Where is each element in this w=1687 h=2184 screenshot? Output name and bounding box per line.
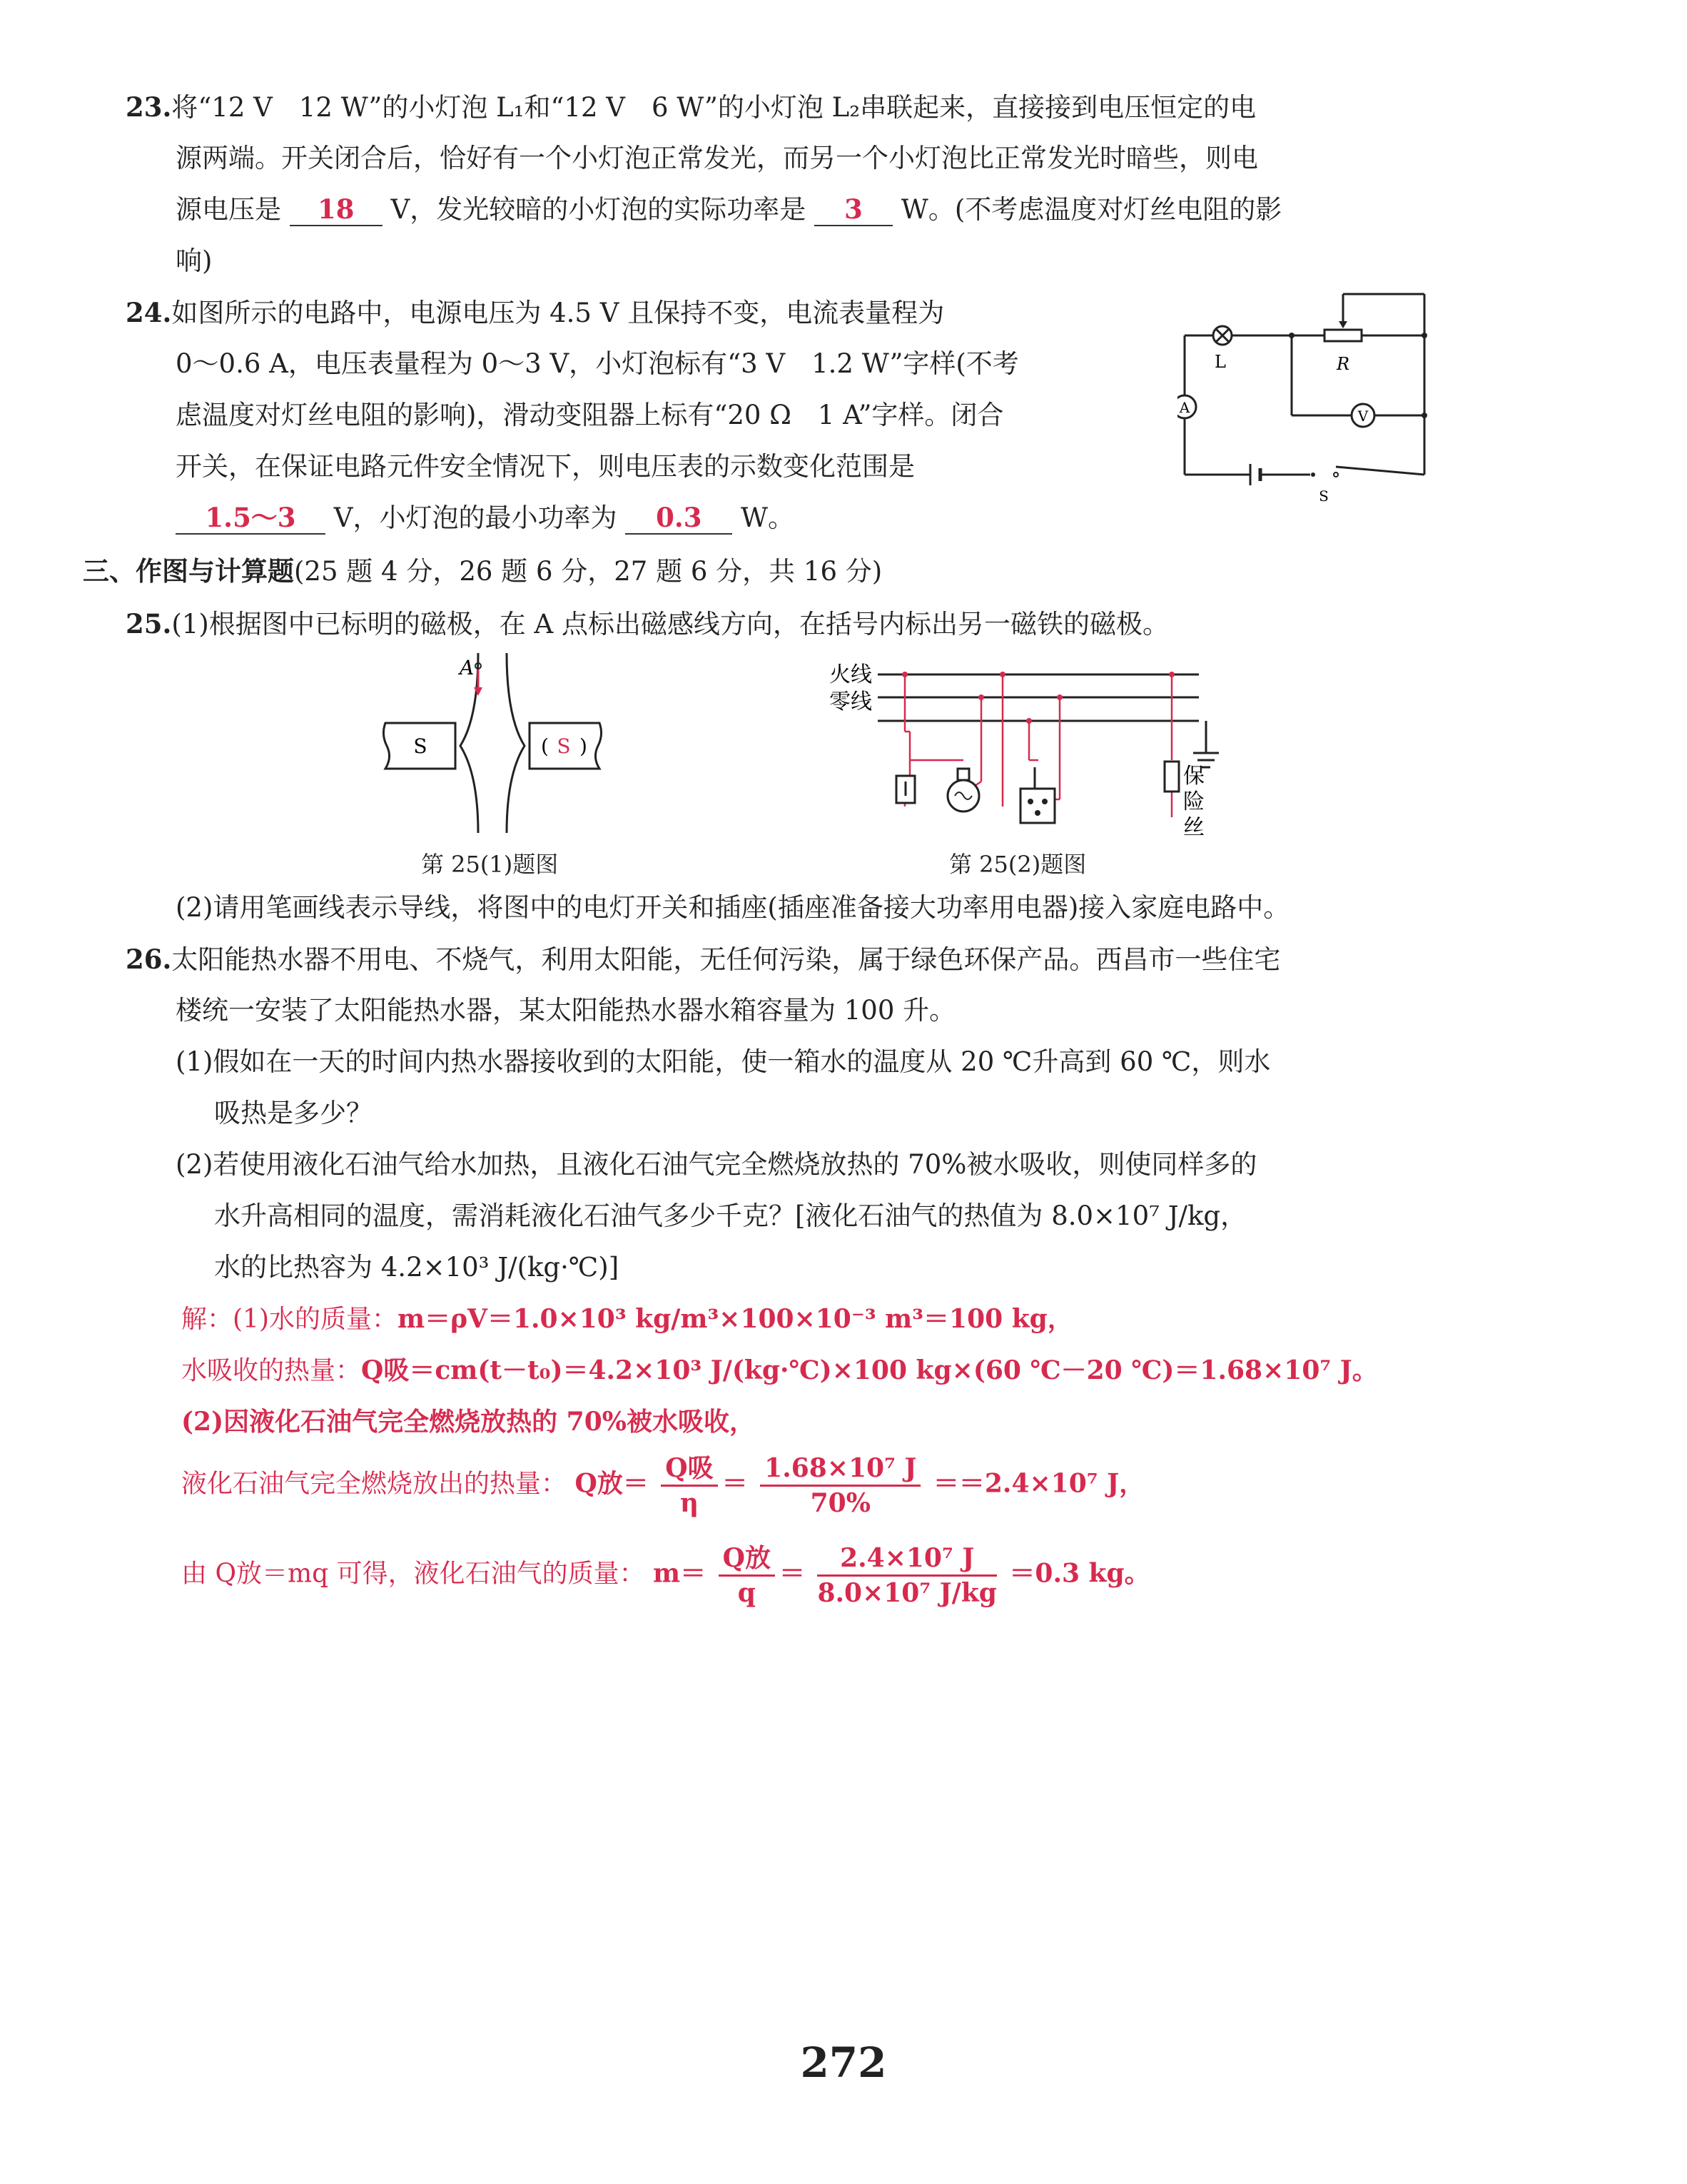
q24-line1: 24.如图所示的电路中，电源电压为 4.5 V 且保持不变，电流表量程为 [126,297,945,328]
q25-part1: 25.(1)根据图中已标明的磁极，在 A 点标出磁感线方向，在括号内标出另一磁铁的磁极。 [126,608,1170,639]
q26-number: 26. [126,944,172,975]
left-magnet-pole: S [413,734,427,758]
q26-line1: 26.太阳能热水器不用电、不烧气，利用太阳能，无任何污染，属于绿色环保产品。西昌市一些住宅 [126,944,1281,975]
q23-line3: 源电压是 18 V，发光较暗的小灯泡的实际功率是 3 W。(不考虑温度对灯丝电阻的影 [176,193,1282,225]
q26-p2-line3: 水的比热容为 4.2×10³ J/(kg·℃)] [214,1252,619,1283]
circuit-ammeter-label: A [1179,399,1190,416]
fuse-label-1: 保 [1183,764,1205,789]
q23-line1: 23.将“12 V 12 W”的小灯泡 L₁和“12 V 6 W”的小灯泡 L₂串联起来，直接接到电压恒定的电 [126,91,1257,123]
q24-line4: 开关，在保证电路元件安全情况下，则电压表的示数变化范围是 [176,451,915,482]
q24-line3: 虑温度对灯丝电阻的影响)，滑动变阻器上标有“20 Ω 1 A”字样。闭合 [176,400,1004,430]
q23-answer-power: 3 [814,193,893,226]
q23-line2: 源两端。开关闭合后，恰好有一个小灯泡正常发光，而另一个小灯泡比正常发光时暗些，则电 [176,143,1258,173]
circuit-lamp-label: L [1215,352,1226,372]
q24-answer-min-power: 0.3 [625,502,732,535]
q26-p1-line1: (1)假如在一天的时间内热水器接收到的太阳能，使一箱水的温度从 20 ℃升高到 60 ℃，则水 [176,1046,1271,1077]
svg-text:): ) [579,734,587,758]
q24-number: 24. [126,297,172,328]
section3-title: 三、作图与计算题 [83,555,294,587]
fuse-label-3: 丝 [1183,815,1205,840]
right-magnet-pole-answer: S [557,734,571,758]
solution-line5: 由 Q放＝mq 可得，液化石油气的质量： m＝ $\frac{\text{Q放}}{q}$ ＝ $\frac{\text{2.4×10⁷ J}}{\text{8.0×10⁷ J/kg}}$ ＝0.3 kg。 [181,1543,1150,1608]
q25-magnet-figure [371,646,628,839]
q23-answer-voltage: 18 [290,193,383,226]
fuse-label-2: 险 [1183,789,1205,814]
solution-line3: (2)因液化石油气完全燃烧放热的 70%被水吸收， [181,1407,755,1437]
fraction-mass-value: $\frac{\text{2.4×10⁷ J}}{\text{8.0×10⁷ J/kg}}$ [817,1543,997,1608]
svg-text:(: ( [541,734,549,758]
q25-number: 25. [126,608,172,639]
q25-part2: (2)请用笔画线表示导线，将图中的电灯开关和插座(插座准备接大功率用电器)接入家庭电路中。 [176,892,1290,923]
circuit-rheostat-label: R [1336,354,1350,374]
q24-answer-voltage-range: 1.5～3 [176,502,325,535]
fraction-q-released-over-q: $\frac{\text{Q放}}{q}$ [719,1542,775,1609]
q26-p2-line2: 水升高相同的温度，需消耗液化石油气多少千克？[液化石油气的热值为 8.0×10⁷ J/kg， [214,1200,1247,1231]
q24-line2: 0～0.6 A，电压表量程为 0～3 V，小灯泡标有“3 V 1.2 W”字样(不考 [176,348,1019,379]
circuit-voltmeter-label: V [1357,408,1369,425]
solution-line4: 液化石油气完全燃烧放出的热量： Q放＝ $\frac{\text{Q吸}}{\eta}$ ＝ $\frac{\text{1.68×10⁷ J}}{70\%}$ ＝＝2.4×10⁷ J， [181,1453,1145,1518]
q25-household-circuit [821,653,1220,846]
q24-circuit-diagram [1177,285,1434,514]
fraction-heat-value: $\frac{\text{1.68×10⁷ J}}{70\%}$ [760,1452,921,1520]
q23-line4: 响) [176,246,213,276]
solution-line1: 解：(1)水的质量：m＝ρV＝1.0×10³ kg/m³×100×10⁻³ m³＝100 kg， [181,1304,1073,1334]
solution-line2: 水吸收的热量：Q吸＝cm(t－t₀)＝4.2×10³ J/(kg·℃)×100 kg×(60 ℃－20 ℃)＝1.68×10⁷ J。 [181,1355,1378,1385]
section3-heading: 三、作图与计算题(25 题 4 分，26 题 6 分，27 题 6 分，共 16 分) [83,555,883,587]
live-wire-label: 火线 [829,662,872,687]
q25-fig1-caption: 第 25(1)题图 [421,851,559,878]
q24-line5: 1.5～3 V，小灯泡的最小功率为 0.3 W。 [176,500,794,537]
q26-line2: 楼统一安装了太阳能热水器，某太阳能热水器水箱容量为 100 升。 [176,995,956,1026]
q25-fig2-caption: 第 25(2)题图 [949,851,1087,878]
circuit-switch-label: S [1319,487,1329,505]
magnet-point-a: A [460,656,475,679]
q23-number: 23. [126,91,172,123]
page-number: 272 [800,2038,887,2087]
q26-p1-line2: 吸热是多少？ [214,1098,373,1128]
q26-p2-line1: (2)若使用液化石油气给水加热，且液化石油气完全燃烧放热的 70%被水吸收，则使同样多的 [176,1149,1257,1180]
neutral-wire-label: 零线 [829,689,872,714]
fraction-q-absorbed-over-eta: $\frac{\text{Q吸}}{\eta}$ [661,1452,717,1520]
